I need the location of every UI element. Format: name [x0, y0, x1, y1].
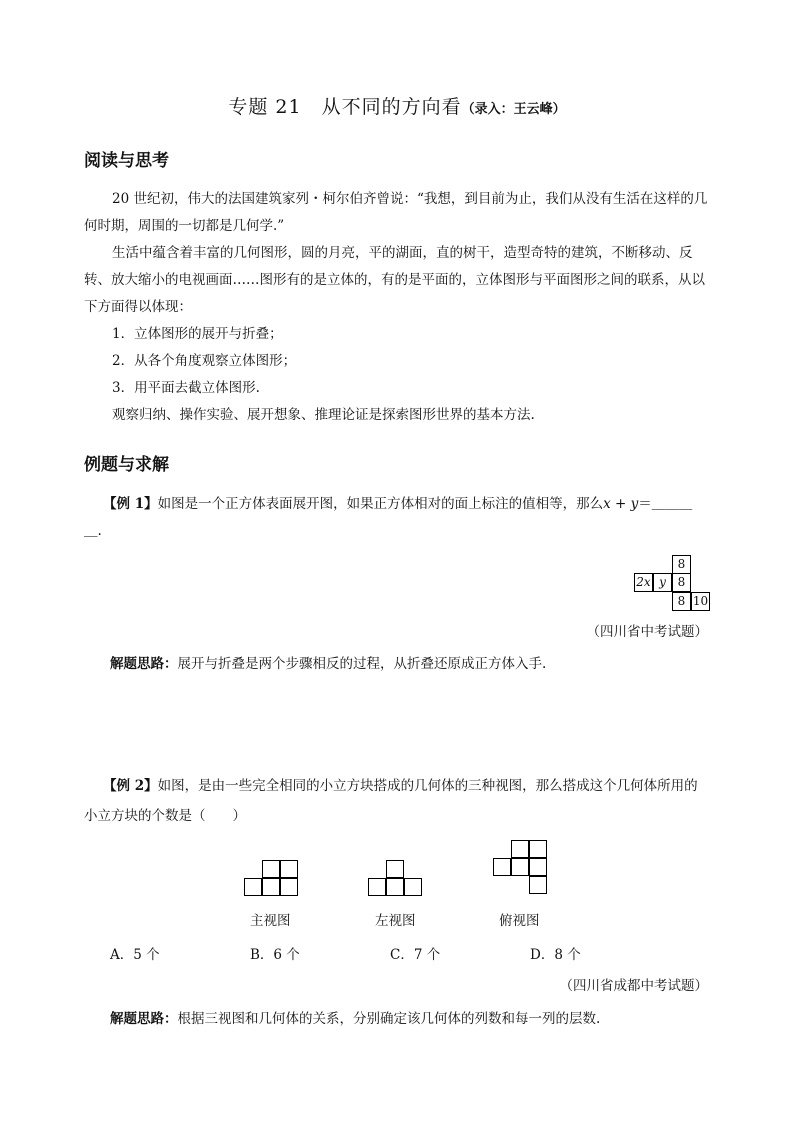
example1-question [103, 491, 692, 518]
example2-hint-label: 解题思路： [110, 1011, 178, 1027]
example2-label: 【例 2】 [103, 778, 158, 794]
choice-b: B．6 个 [250, 947, 300, 963]
example1-hint-label: 解题思路： [110, 656, 178, 672]
example1-text: 如图是一个正方体表面展开图，如果正方体相对的面上标注的值相等，那么 [157, 496, 604, 512]
example1-label: 【例 1】 [103, 496, 158, 512]
net-cell-y: y [653, 573, 672, 592]
example1-source: （四川省中考试题） [586, 624, 708, 640]
example1-expression: x + y [603, 496, 639, 512]
example2-hint-text: 根据三视图和几何体的关系，分别确定该几何体的列数和每一列的层数. [177, 1011, 601, 1027]
reading-item-3: 3．用平面去截立体图形. [112, 380, 260, 396]
net-cell-bottom: 8 [672, 592, 691, 611]
reading-paragraph-3: 观察归纳、操作实验、展开想象、推理论证是探索图形世界的基本方法. [112, 407, 535, 423]
choice-a: A．5 个 [110, 947, 160, 963]
choice-c: C．7 个 [390, 947, 441, 963]
example2-source: （四川省成都中考试题） [559, 978, 708, 994]
net-cell-right: 10 [691, 592, 710, 611]
title-sub: （录入：王云峰） [461, 102, 566, 117]
choice-d: D．8 个 [530, 947, 581, 963]
page-title [0, 92, 794, 119]
example1-hint-text: 展开与折叠是两个步骤相反的过程，从折叠还原成正方体入手. [177, 656, 547, 672]
reading-item-2: 2．从各个角度观察立体图形； [112, 353, 297, 369]
example1-blank-continued: ＿. [84, 523, 102, 539]
reading-paragraph-1: 20 世纪初，伟大的法国建筑家列・柯尔伯齐曾说：“我想，到目前为止，我们从没有生活在这样的几何时期，周围的一切都是几何学.” [84, 191, 708, 234]
example1-blank: ＝＿＿＿ [638, 496, 693, 512]
net-cell-2x: 2x [634, 573, 653, 592]
reading-item-1: 1．立体图形的展开与折叠； [112, 326, 283, 342]
net-cell-top: 8 [672, 555, 691, 574]
net-cell-center: 8 [672, 573, 691, 592]
cube-net-figure [634, 555, 714, 613]
example2-hint [110, 1007, 600, 1027]
reading-paragraph-2: 生活中蕴含着丰富的几何图形，圆的月亮，平的湖面，直的树干，造型奇特的建筑，不断移动、反转、放大缩小的电视画面……图形有的是立体的，有的是平面的，立体图形与平面图形之间的联系，从以下方面得以体现： [84, 245, 705, 315]
section-heading-reading: 阅读与思考 [84, 151, 169, 171]
top-view-figure [493, 840, 549, 898]
front-view-label: 主视图 [250, 913, 291, 929]
front-view-figure [244, 860, 300, 898]
top-view-label: 俯视图 [499, 913, 540, 929]
section-heading-examples: 例题与求解 [84, 455, 169, 475]
example1-hint [110, 652, 546, 672]
example2-text: 如图，是由一些完全相同的小立方块搭成的几何体的三种视图，那么搭成这个几何体所用的 [157, 778, 698, 794]
left-view-figure [368, 860, 424, 898]
example2-question-continued: 小立方块的个数是（ ） [84, 808, 246, 824]
left-view-label: 左视图 [375, 913, 416, 929]
title-main: 专题 21 从不同的方向看 [228, 96, 462, 118]
example2-question [103, 773, 698, 800]
